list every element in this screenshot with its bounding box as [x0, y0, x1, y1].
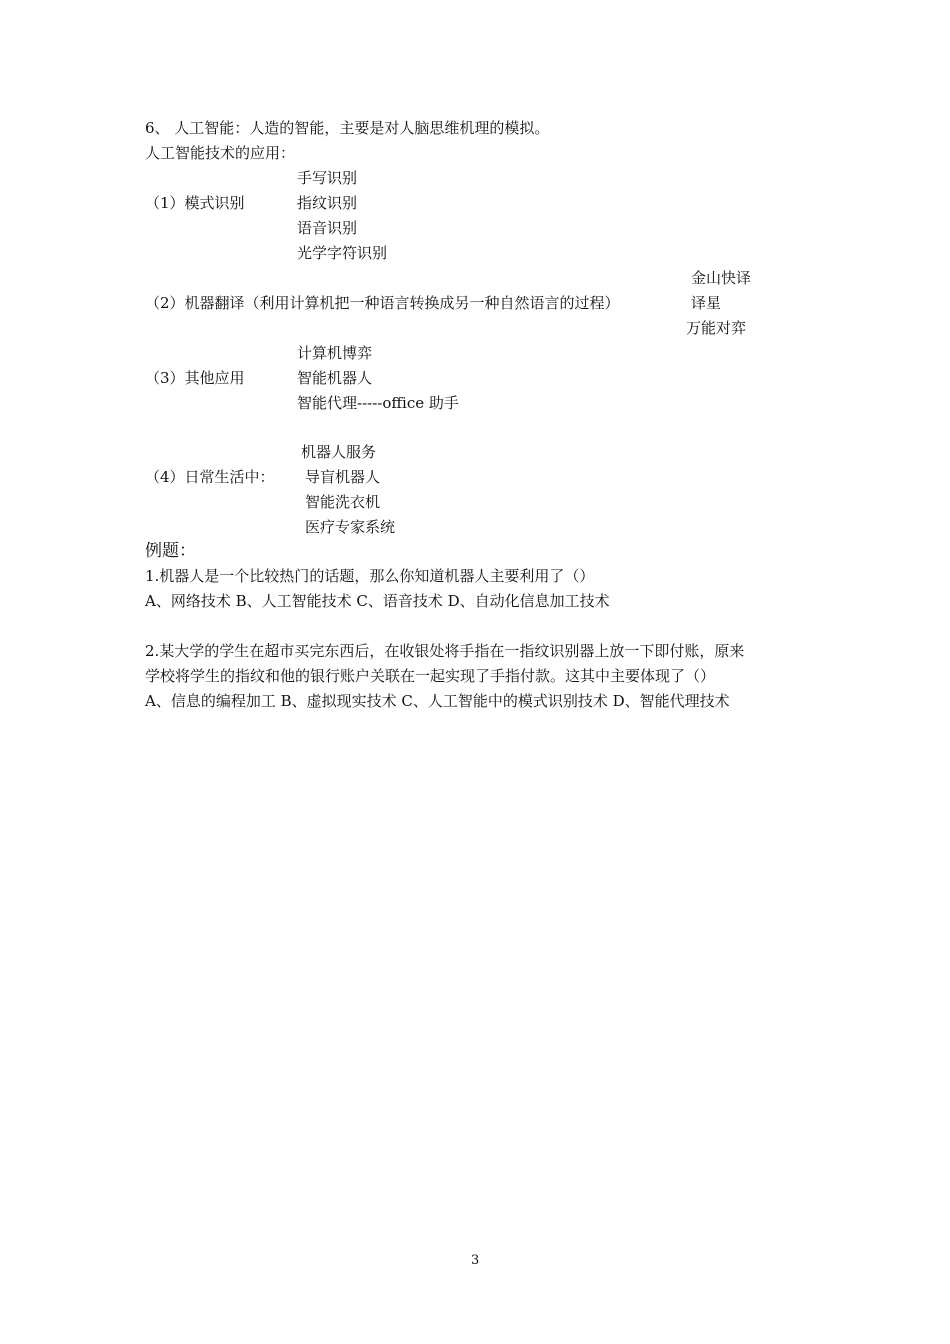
question-1-text: 1.机器人是一个比较热门的话题，那么你知道机器人主要利用了（） — [145, 567, 595, 585]
question-2-options: A、信息的编程加工 B、虚拟现实技术 C、人工智能中的模式识别技术 D、智能代理技术 — [145, 692, 730, 710]
daily-item-robot-service: 机器人服务 — [301, 443, 377, 461]
pattern-item-handwriting: 手写识别 — [297, 169, 358, 187]
examples-heading: 例题： — [145, 541, 196, 561]
machine-translation-label: （2）机器翻译（利用计算机把一种语言转换成另一种自然语言的过程） — [145, 294, 620, 312]
pattern-item-ocr: 光学字符识别 — [297, 244, 388, 262]
other-applications-label: （3）其他应用 — [145, 369, 245, 387]
daily-item-expert-system: 医疗专家系统 — [305, 518, 396, 536]
daily-item-washer: 智能洗衣机 — [305, 493, 381, 511]
pattern-item-speech: 语音识别 — [297, 219, 358, 237]
daily-item-guide-robot: 导盲机器人 — [305, 468, 381, 486]
question-1-options: A、网络技术 B、人工智能技术 C、语音技术 D、自动化信息加工技术 — [145, 592, 610, 610]
other-item-agent: 智能代理-----office 助手 — [297, 394, 459, 412]
translation-item-jinshan: 金山快译 — [691, 269, 752, 287]
page-number: 3 — [471, 1253, 480, 1268]
other-item-game: 计算机博弈 — [297, 344, 373, 362]
pattern-recognition-label: （1）模式识别 — [145, 194, 245, 212]
pattern-item-fingerprint: 指纹识别 — [297, 194, 358, 212]
question-2-text-line1: 2.某大学的学生在超市买完东西后，在收银处将手指在一指纹识别器上放一下即付账，原来 — [145, 642, 745, 660]
question-2-text-line2: 学校将学生的指纹和他的银行账户关联在一起实现了手指付款。这其中主要体现了（） — [145, 667, 716, 685]
translation-item-wanneng: 万能对弈 — [686, 319, 747, 337]
other-item-robot: 智能机器人 — [297, 369, 373, 387]
translation-item-yixing: 译星 — [691, 294, 722, 312]
daily-life-label: （4）日常生活中： — [145, 468, 275, 486]
applications-heading: 人工智能技术的应用： — [145, 144, 296, 162]
ai-definition: 6、 人工智能：人造的智能，主要是对人脑思维机理的模拟。 — [145, 119, 550, 137]
